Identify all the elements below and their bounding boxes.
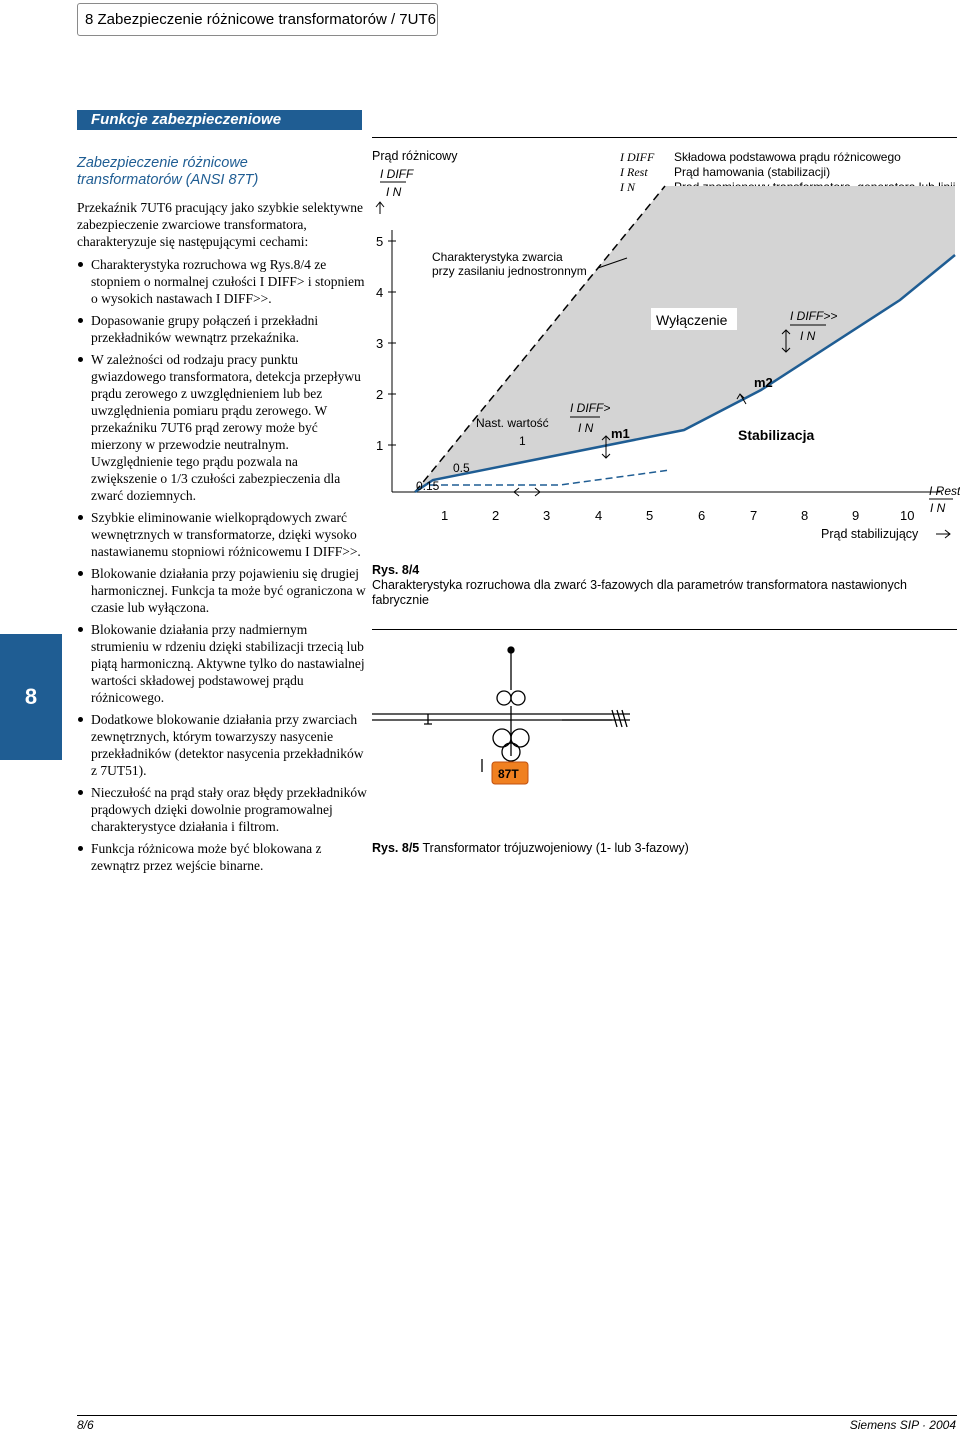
list-item: Blokowanie działania przy pojawieniu się drugiej harmonicznej. Funkcja ta może być ograniczona w czasie lub wyłączona. (77, 565, 367, 616)
idiff-low-numerator: I DIFF> (570, 401, 611, 415)
x-tick-label: 2 (492, 508, 500, 523)
x-tick-label: 9 (852, 508, 860, 523)
x-frac-denominator: I N (930, 501, 946, 515)
x-tick-label: 8 (801, 508, 809, 523)
x-tick-label: 4 (595, 508, 603, 523)
stabilization-label: Stabilizacja (738, 427, 815, 443)
relay-87t-label: 87T (498, 767, 519, 781)
list-item: Charakterystyka rozruchowa wg Rys.8/4 ze stopniem o normalnej czułości I DIFF> i stopniem o wysokich nastawach I DIFF>>. (77, 256, 367, 307)
list-item: Blokowanie działania przy nadmiernym strumieniu w rdzeniu dzięki stabilizacji trzecią lub piątą harmoniczną. Aktywne tylko do nastawialnej wartości składowej podstawowej prądu różnicowego. (77, 621, 367, 706)
x-tick-label: 7 (750, 508, 758, 523)
figure-number: Rys. 8/4 (372, 563, 420, 577)
page-number: 8/6 (77, 1418, 94, 1432)
figure-number: Rys. 8/5 (372, 841, 420, 855)
value-05-label: 0.5 (453, 461, 470, 475)
y-tick-label: 3 (376, 336, 384, 351)
y-tick-labels (376, 234, 383, 453)
legend-symbol-irest: I Rest (620, 165, 648, 179)
x-axis-title: Prąd stabilizujący (821, 527, 919, 541)
y-frac-denominator: I N (386, 185, 402, 199)
arrow-up-icon (376, 202, 384, 214)
characteristic-figure (0, 140, 960, 700)
x-tick-label: 3 (543, 508, 551, 523)
value-015-label: 0.15 (416, 479, 440, 493)
header-title: 8 Zabezpieczenie różnicowe transformatorów / 7UT6 (85, 11, 436, 28)
list-item: Funkcja różnicowa może być blokowana z zewnątrz przez wejście binarne. (77, 840, 367, 874)
legend-symbol-idiff: I DIFF (620, 150, 655, 164)
list-item: Dopasowanie grupy połączeń i przekładni przekładników wewnątrz przekaźnika. (77, 312, 367, 346)
x-tick-label: 10 (900, 508, 915, 523)
list-item: W zależności od rodzaju pracy punktu gwiazdowego transformatora, detekcja przepływu prądu zerowego z uwzględnieniem lub bez uwzględnienia pomiaru prądu zerowego. W przekaźniku 7UT6 prąd zerowy może być mierzony w przewodzie neutralnym. Uwzględnienie tego prądu pozwala na zwiększenie o 1/3 czułości zabezpieczenia dla zwarć doziemnych. (77, 351, 367, 504)
double-arrow-icon (514, 488, 540, 496)
fault-label-line2: przy zasilaniu jednostronnym (432, 264, 587, 278)
subsection-heading-line1: Zabezpieczenie różnicowe (77, 155, 248, 171)
idiff-high-numerator: I DIFF>> (790, 309, 838, 323)
footer-divider (77, 1415, 957, 1416)
slope-m2-label: m2 (754, 375, 773, 390)
x-tick-label: 1 (441, 508, 449, 523)
idiff-high-denominator: I N (800, 329, 816, 343)
figure-caption-text: Transformator trójuzwojeniowy (1- lub 3-fazowy) (422, 841, 689, 855)
arrow-right-icon (936, 530, 950, 538)
divider-middle (372, 629, 957, 630)
slope-m1-label: m1 (611, 426, 630, 441)
section-title: Funkcje zabezpieczeniowe (77, 110, 362, 130)
page-header (77, 3, 438, 36)
list-item: Szybkie eliminowanie wielkoprądowych zwarć wewnętrznych w transformatorze, dzięki wysoko nastawianemu stopniowi różnicowemu I DIFF>>. (77, 509, 367, 560)
x-tick-label: 5 (646, 508, 654, 523)
x-tick-label: 6 (698, 508, 706, 523)
transformer-diagram (372, 632, 957, 832)
list-item: Nieczułość na prąd stały oraz błędy przekładników prądowych dzięki dowolnie programowalnej charakterystyce działania i filtrom. (77, 784, 367, 835)
intro-paragraph: Przekaźnik 7UT6 pracujący jako szybkie selektywne zabezpieczenie zwarciowe transformatora, charakteryzuje się następującymi cechami: (77, 200, 364, 249)
publisher-label: Siemens SIP · 2004 (849, 1418, 956, 1432)
y-frac-numerator: I DIFF (380, 167, 414, 181)
y-tick-label: 4 (376, 285, 384, 300)
y-tick-label: 2 (376, 387, 384, 402)
trip-region-label: Wyłączenie (656, 312, 728, 328)
figure-caption-text: Charakterystyka rozruchowa dla zwarć 3-fazowych dla parametrów transformatora nastawionych fabrycznie (372, 578, 907, 607)
y-axis-title: Prąd różnicowy (372, 149, 458, 163)
divider-top (372, 137, 957, 138)
setting-label-line1: Nast. wartość (476, 416, 549, 430)
legend-desc-irest: Prąd hamowania (stabilizacji) (674, 165, 831, 179)
y-tick-label: 5 (376, 234, 384, 249)
x-tick-labels (441, 508, 914, 523)
figure-8-5-caption (372, 841, 957, 856)
chapter-tab: 8 (0, 634, 62, 760)
y-tick-label: 1 (376, 438, 384, 453)
fault-label-line1: Charakterystyka zwarcia (432, 250, 563, 264)
setting-label-line2: 1 (519, 434, 526, 448)
operate-region (415, 186, 955, 492)
figure-8-4-caption (372, 563, 957, 608)
legend-symbol-in: I N (620, 180, 635, 194)
x-frac-numerator: I Rest (929, 484, 960, 498)
idiff-low-denominator: I N (578, 421, 594, 435)
subsection-heading-line2: transformatorów (ANSI 87T) (77, 172, 259, 188)
legend-desc-idiff: Składowa podstawowa prądu różnicowego (674, 150, 901, 164)
list-item: Dodatkowe blokowanie działania przy zwarciach zewnętrznych, którym towarzyszy nasycenie przekładników (detektor nasycenia przekładników z 7UT51). (77, 711, 367, 779)
